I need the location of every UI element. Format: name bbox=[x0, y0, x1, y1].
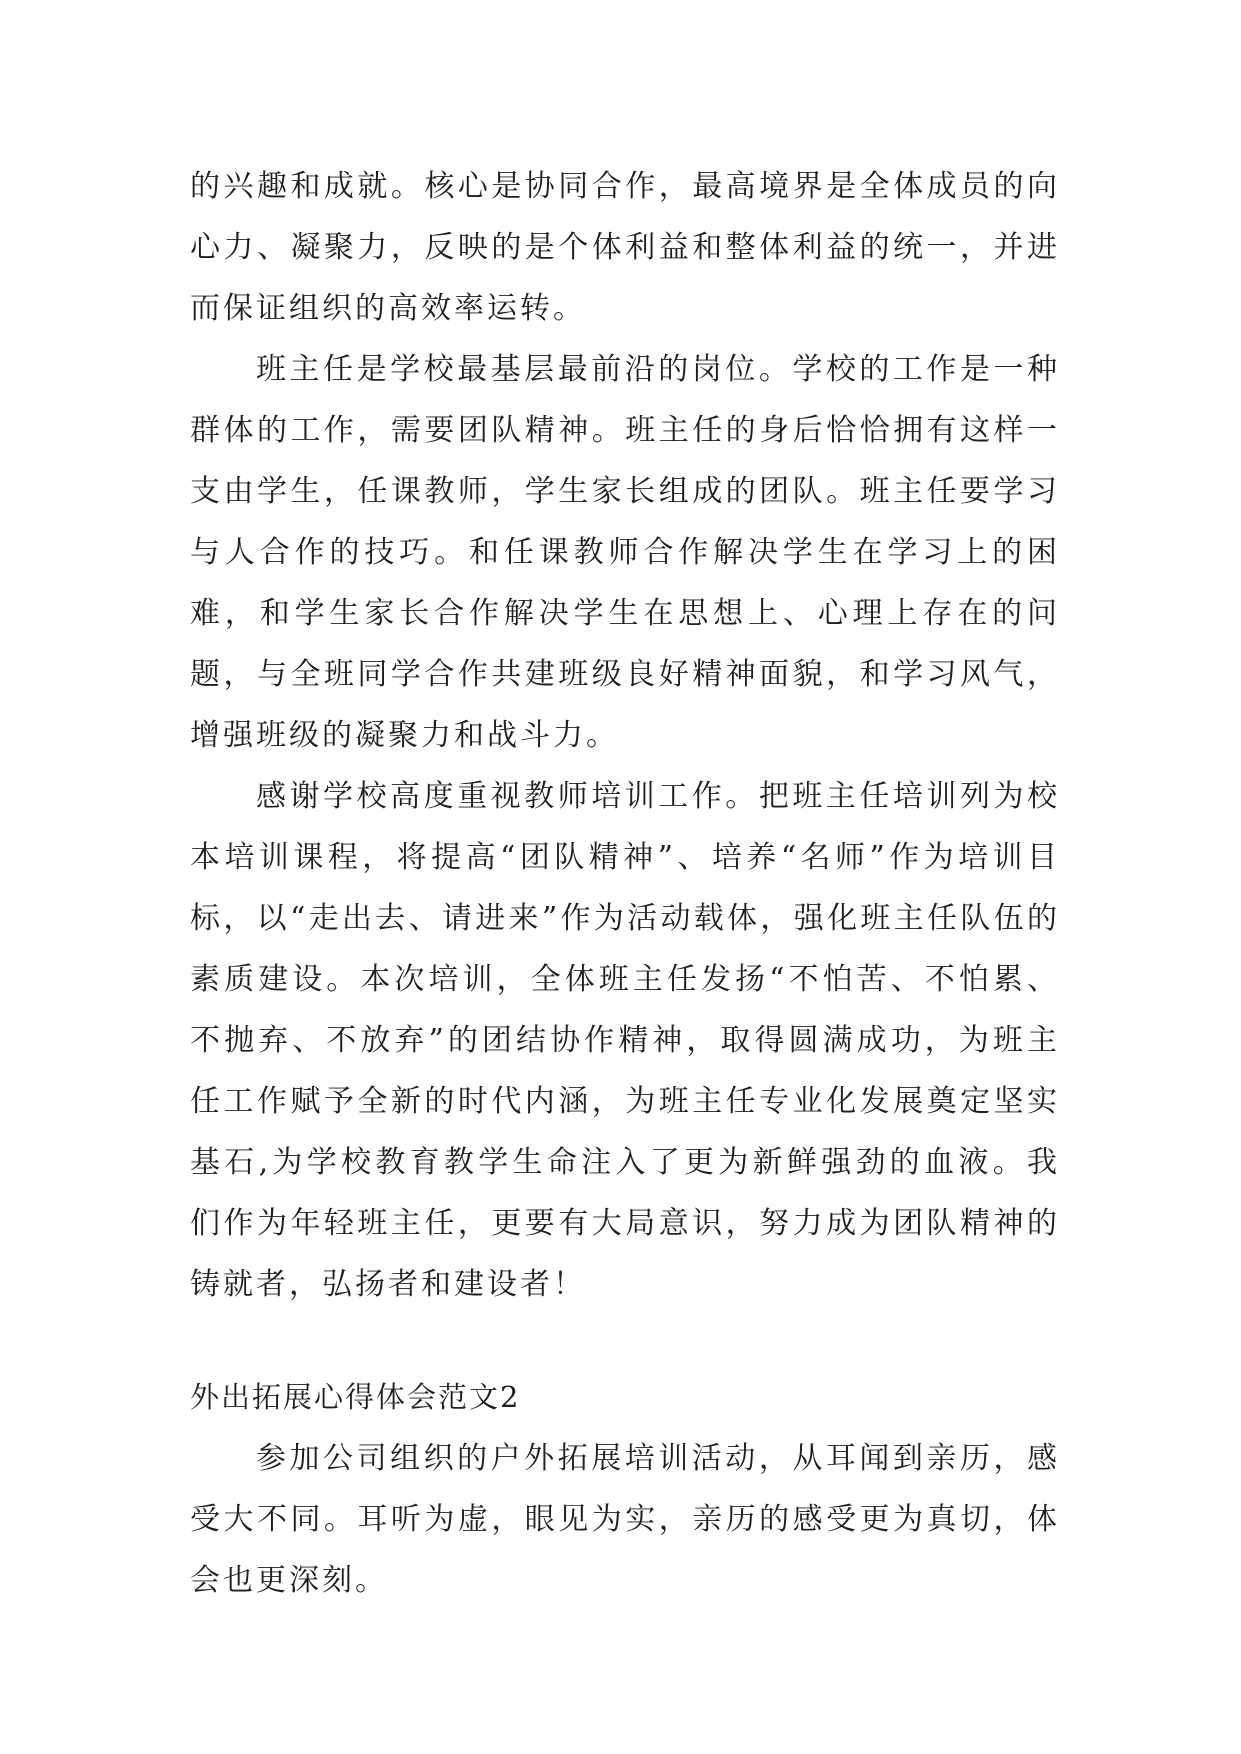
paragraph-outdoor-training: 参加公司组织的户外拓展培训活动，从耳闻到亲历，感受大不同。耳听为虚，眼见为实，亲历的感受更为真切，体会也更深刻。 bbox=[190, 1441, 1060, 1598]
section-heading: 外出拓展心得体会范文2 bbox=[190, 1380, 521, 1414]
document-body bbox=[190, 156, 1060, 1611]
paragraph-thanks-training: 感谢学校高度重视教师培训工作。把班主任培训列为校本培训课程，将提高“团队精神”、培养“名师”作为培训目标，以“走出去、请进来”作为活动载体，强化班主任队伍的素质建设。本次培训，全体班主任发扬“不怕苦、不怕累、不抛弃、不放弃”的团结协作精神，取得圆满成功，为班主任工作赋予全新的时代内涵，为班主任专业化发展奠定坚实基石,为学校教育教学生命注入了更为新鲜强劲的血液。我们作为年轻班主任，更要有大局意识，努力成为团队精神的铸就者，弘扬者和建设者！ bbox=[190, 779, 1060, 1302]
paragraph-continuation: 的兴趣和成就。核心是协同合作，最高境界是全体成员的向心力、凝聚力，反映的是个体利益和整体利益的统一，并进而保证组织的高效率运转。 bbox=[190, 169, 1060, 326]
paragraph-head-teacher-role: 班主任是学校最基层最前沿的岗位。学校的工作是一种群体的工作，需要团队精神。班主任的身后恰恰拥有这样一支由学生，任课教师，学生家长组成的团队。班主任要学习与人合作的技巧。和任课教师合作解决学生在学习上的困难，和学生家长合作解决学生在思想上、心理上存在的问题，与全班同学合作共建班级良好精神面貌，和学习风气，增强班级的凝聚力和战斗力。 bbox=[190, 352, 1060, 753]
